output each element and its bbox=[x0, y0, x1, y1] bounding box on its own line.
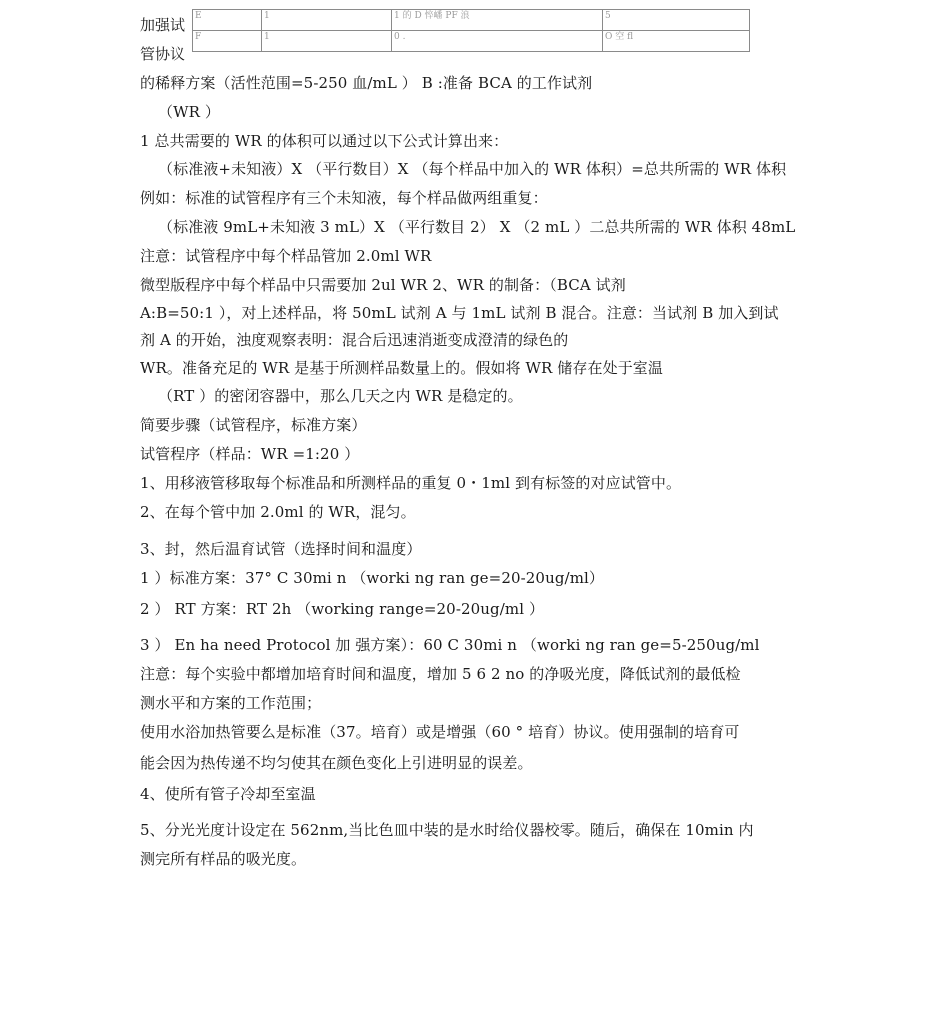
text-line: 5、分光光度计设定在 562nm,当比色皿中装的是水时给仪器校零。随后，确保在 10min 内 bbox=[140, 821, 754, 839]
table-row bbox=[193, 31, 750, 52]
text-line: 注意：每个实验中都增加培育时间和温度，增加 5 6 2 no 的净吸光度，降低试剂的最低检 bbox=[140, 665, 741, 683]
side-label-2: 管协议 bbox=[140, 45, 186, 63]
table-cell: O 空 fl bbox=[603, 31, 750, 52]
text-line: 试管程序（样品：WR =1:20 ） bbox=[140, 445, 360, 463]
table-cell: 0 . bbox=[392, 31, 603, 52]
text-line: 简要步骤（试管程序，标准方案） bbox=[140, 416, 367, 434]
side-label-1: 加强试 bbox=[140, 16, 186, 34]
text-line: 1、用移液管移取每个标准品和所测样品的重复 0・1ml 到有标签的对应试管中。 bbox=[140, 474, 682, 492]
table-cell: E bbox=[193, 10, 262, 31]
text-line: （标准液+未知液）X （平行数目）X （每个样品中加入的 WR 体积）=总共所需的 WR 体积 bbox=[158, 160, 787, 178]
text-line: 使用水浴加热管要么是标准（37。培育）或是增强（60 ° 培育）协议。使用强制的培育可 bbox=[140, 723, 740, 741]
table-cell: F bbox=[193, 31, 262, 52]
text-line: 能会因为热传递不均匀使其在颜色变化上引进明显的误差。 bbox=[140, 754, 533, 772]
text-line: 例如：标准的试管程序有三个未知液，每个样品做两组重复： bbox=[140, 189, 548, 207]
text-line: （标准液 9mL+未知液 3 mL）X （平行数目 2） X （2 mL ）二总共所需的 WR 体积 48mL bbox=[158, 218, 796, 236]
text-line: 4、使所有管子冷却至室温 bbox=[140, 785, 316, 803]
table-cell: 5 bbox=[603, 10, 750, 31]
text-line: （RT ）的密闭容器中，那么几天之内 WR 是稳定的。 bbox=[158, 387, 523, 405]
text-line: 3 ） En ha need Protocol 加 强方案）：60 C 30mi n （worki ng ran ge=5-250ug/ml bbox=[140, 636, 760, 654]
text-line: 1 ）标准方案：37° C 30mi n （worki ng ran ge=20-20ug/ml） bbox=[140, 569, 605, 587]
text-line: 3、封，然后温育试管（选择时间和温度） bbox=[140, 540, 422, 558]
text-line: 1 总共需要的 WR 的体积可以通过以下公式计算出来： bbox=[140, 132, 509, 150]
text-line: 2 ） RT 方案：RT 2h （working range=20-20ug/ml ） bbox=[140, 600, 545, 618]
fragment-table bbox=[192, 9, 750, 52]
table-cell: 1 bbox=[262, 10, 392, 31]
text-line: （WR ） bbox=[158, 103, 220, 121]
table-row bbox=[193, 10, 750, 31]
table-cell: 1 bbox=[262, 31, 392, 52]
text-line: 注意：试管程序中每个样品管加 2.0ml WR bbox=[140, 247, 432, 265]
text-line: 的稀释方案（活性范围=5-250 血/mL ） B :准备 BCA 的工作试剂 bbox=[140, 74, 593, 92]
text-line: 剂 A 的开始，浊度观察表明：混合后迅速消逝变成澄清的绿色的 bbox=[140, 331, 569, 349]
table-cell: 1 的 D 悴嶓 PF 浪 bbox=[392, 10, 603, 31]
text-line: 测水平和方案的工作范围； bbox=[140, 694, 322, 712]
text-line: 测完所有样品的吸光度。 bbox=[140, 850, 307, 868]
text-line: 2、在每个管中加 2.0ml 的 WR，混匀。 bbox=[140, 503, 416, 521]
text-line: 微型版程序中每个样品中只需要加 2ul WR 2、WR 的制备：（BCA 试剂 bbox=[140, 276, 626, 294]
text-line: A:B=50:1 ），对上述样品，将 50mL 试剂 A 与 1mL 试剂 B 混合。注意：当试剂 B 加入到试 bbox=[140, 304, 779, 322]
text-line: WR。准备充足的 WR 是基于所测样品数量上的。假如将 WR 储存在处于室温 bbox=[140, 359, 664, 377]
